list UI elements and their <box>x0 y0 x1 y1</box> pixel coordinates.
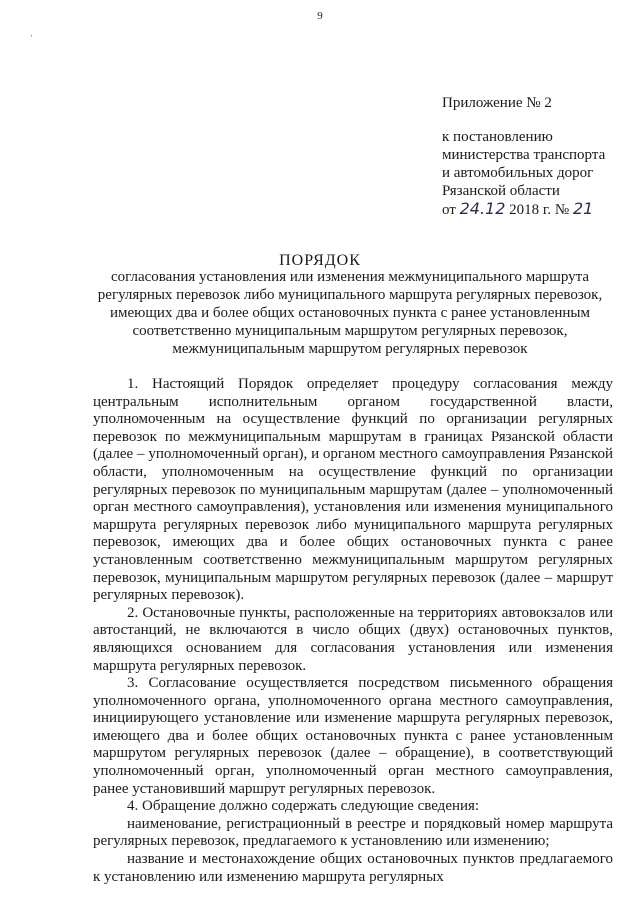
subtitle-line: имеющих два и более общих остановочных пункта с ранее установленным <box>110 305 590 321</box>
subtitle-line: регулярных перевозок либо муниципального маршрута регулярных перевозок, <box>97 287 603 303</box>
handwritten-date: 24.12 <box>459 199 506 218</box>
appendix-block <box>442 94 632 219</box>
appendix-line: Рязанской области <box>442 183 560 199</box>
appendix-line: к постановлению <box>442 129 553 145</box>
appendix-line: и автомобильных дорог <box>442 165 594 181</box>
paragraph-4-item-2: название и местонахождение общих остановочных пунктов предлагаемого к установлению или изменению маршрута регулярных <box>93 851 613 885</box>
scan-mark: ˌ <box>30 26 34 37</box>
subtitle-line: согласования установления или изменения межмуниципального маршрута <box>110 269 590 285</box>
page-number: 9 <box>317 10 323 22</box>
subtitle-line: соответственно муниципальным маршрутом регулярных перевозок, <box>132 323 568 339</box>
paragraph-4-item-1: наименование, регистрационный в реестре и порядковый номер маршрута регулярных перевозок, предлагаемого к установлению или изменению; <box>93 815 613 850</box>
year-text: 2018 г. № <box>509 202 570 218</box>
handwritten-number: 21 <box>572 199 594 218</box>
document-subtitle <box>90 268 610 358</box>
paragraph-1: 1. Настоящий Порядок определяет процедуру согласования между центральным исполнительным органом государственной власти, уполномоченным на осуществление функций по организации регулярных перевозок по межмуниципальным маршрутам в границах Рязанской области (далее – уполномоченный орган), и органом местного самоуправления Рязанской области, уполномоченным на осуществление функций по организации регулярных перевозок по муниципальным маршрутам (далее – уполномоченный орган местного самоуправления), установления или изменения муниципального маршрута регулярных перевозок либо муниципального маршрута регулярных перевозок, имеющих два и более общих остановочных пункта с ранее установленным соответственно межмуниципальным маршрутом регулярных перевозок, муниципальным маршрутом регулярных перевозок (далее – маршрут регулярных перевозок). <box>93 376 613 604</box>
appendix-date-line <box>442 200 632 219</box>
document-title: ПОРЯДОК <box>279 252 361 269</box>
date-prefix: от <box>442 202 456 218</box>
paragraph-2: 2. Остановочные пункты, расположенные на территориях автовокзалов или автостанций, не включаются в число общих (двух) остановочных пунктов, являющихся основанием для согласования установления или изменения маршрута регулярных перевозок. <box>93 604 613 674</box>
paragraph-4: 4. Обращение должно содержать следующие сведения: <box>127 798 480 815</box>
appendix-line: министерства транспорта <box>442 147 606 163</box>
subtitle-line: межмуниципальным маршрутом регулярных перевозок <box>172 341 528 357</box>
appendix-title: Приложение № 2 <box>442 95 552 111</box>
document-body <box>93 376 613 886</box>
paragraph-3: 3. Согласование осуществляется посредством письменного обращения уполномоченного органа, уполномоченного органа местного самоуправления, инициирующего установление или изменение маршрута регулярных перевозок, имеющего два и более общих остановочных пункта с ранее установленным маршрутом регулярных перевозок (далее – обращение), в соответствующий уполномоченный орган, уполномоченный орган местного самоуправления, ранее установивший маршрут регулярных перевозок. <box>93 675 613 797</box>
